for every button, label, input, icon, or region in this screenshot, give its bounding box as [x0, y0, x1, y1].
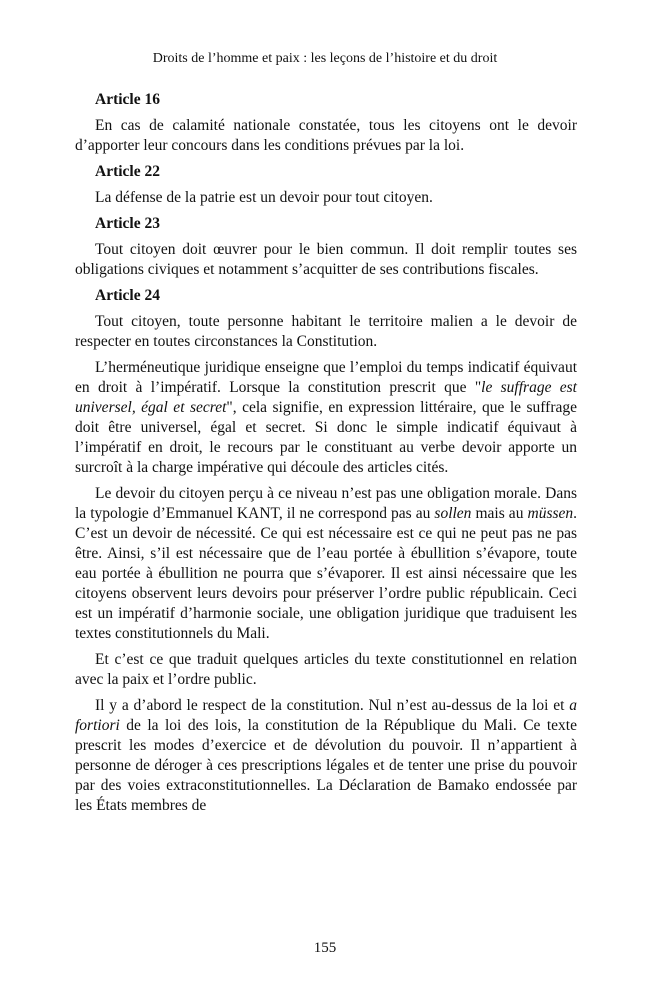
paragraph-hermeneutics-part-2: ", cela signifie, en expression littéraire, que le suffrage doit être universel, égal et secret. Si donc le simple indicatif équivaut à l’impératif en droit, le recours par le constituant au verbe devoir apporte un surcroît à la charge impérative qui découle des articles cités.: [75, 399, 578, 476]
paragraph-constitution-respect: [75, 696, 577, 816]
paragraph-hermeneutics-part-1: L’herméneutique juridique enseigne que l’emploi du temps indicatif équivaut en droit à l’impératif. Lorsque la constitution prescrit que ": [75, 359, 577, 396]
article-24-heading: Article 24: [95, 287, 160, 304]
term-mussen: müssen: [527, 505, 574, 522]
article-16-text: En cas de calamité nationale constatée, tous les citoyens ont le devoir d’apporter leur concours dans les conditions prévues par la loi.: [75, 117, 577, 154]
paragraph-respect-part-2: de la loi des lois, la constitution de la République du Mali. Ce texte prescrit les modes d’exercice et de dévolution du pouvoir. Il n’appartient à personne de déroger à ces prescriptions légales et de tenter une prise du pouvoir par des voies extraconstitutionnelles. La Déclaration de Bamako endossée par les États membres de: [75, 717, 577, 814]
article-24-text: Tout citoyen, toute personne habitant le territoire malien a le devoir de respecter en toutes circonstances la Constitution.: [75, 313, 577, 350]
page-body: [75, 90, 577, 822]
suffrage-quote: le suffrage est universel, égal et secret: [75, 379, 577, 416]
page-number: 155: [313, 940, 337, 956]
article-16-heading: Article 16: [95, 91, 160, 108]
paragraph-duty-part-1: Le devoir du citoyen perçu à ce niveau n’est pas une obligation morale. Dans la typologie d’Emmanuel KANT, il ne correspond pas au: [75, 485, 577, 522]
paragraph-duty-necessity: [75, 484, 577, 644]
paragraph-duty-part-2: mais au: [471, 505, 528, 522]
article-22-heading: Article 22: [95, 163, 160, 180]
article-22-text: La défense de la patrie est un devoir pour tout citoyen.: [95, 189, 433, 206]
running-header: Droits de l’homme et paix : les leçons de l’histoire et du droit: [152, 51, 498, 66]
paragraph-articles-intro: Et c’est ce que traduit quelques articles du texte constitutionnel en relation avec la paix et l’ordre public.: [75, 651, 577, 688]
article-23-heading: Article 23: [95, 215, 160, 232]
article-23-text: Tout citoyen doit œuvrer pour le bien commun. Il doit remplir toutes ses obligations civiques et notamment s’acquitter de ses contributions fiscales.: [75, 241, 577, 278]
paragraph-respect-part-1: Il y a d’abord le respect de la constitution. Nul n’est au-dessus de la loi et: [95, 697, 570, 714]
paragraph-duty-part-3: . C’est un devoir de nécessité. Ce qui est nécessaire est ce qui ne peut pas ne pas être. Ainsi, s’il est nécessaire que de l’eau portée à ébullition s’évapore, toute eau portée à ébullition ne pourra que s’évaporer. Il est ainsi nécessaire que les citoyens observent leurs devoirs pour préserver l’ordre public républicain. Ceci est un impératif d’harmonie sociale, une obligation juridique que traduisent les textes constitutionnels du Mali.: [75, 505, 578, 642]
term-a-fortiori: a fortiori: [75, 697, 577, 734]
paragraph-hermeneutics: [75, 358, 577, 478]
term-sollen: sollen: [434, 505, 472, 522]
